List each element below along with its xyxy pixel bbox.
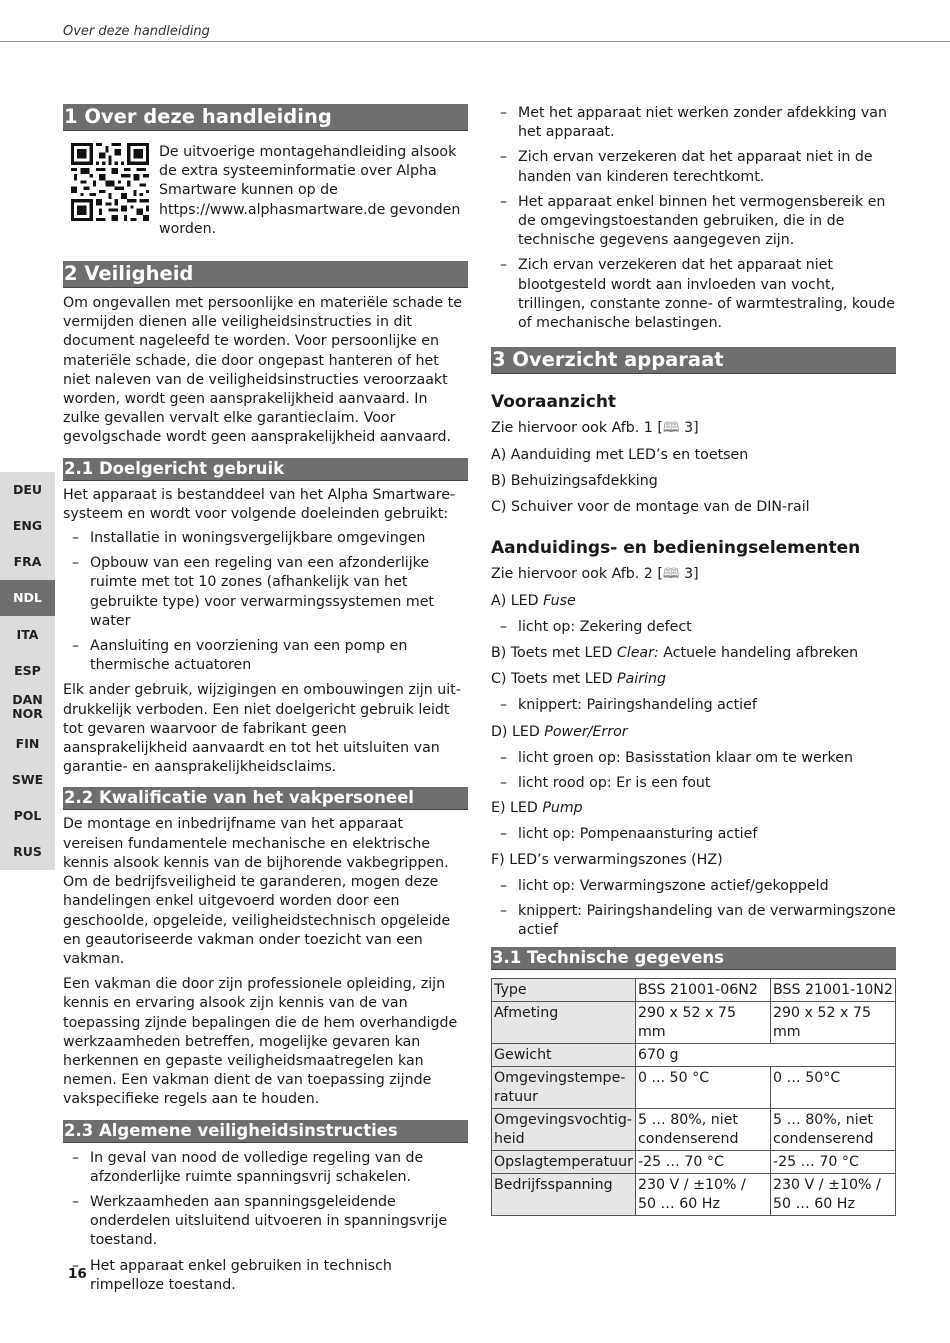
list-item: – knippert: Pairingshandeling actief <box>491 696 896 715</box>
lang-tab-rus[interactable]: RUS <box>13 844 42 859</box>
lang-tab-ita[interactable]: ITA <box>16 627 39 642</box>
front-view-item: A) Aanduiding met LED’s en toetsen <box>491 446 749 463</box>
safety-instructions-list-cont <box>491 104 896 333</box>
qualification-paragraph-2: Een vakman die door zijn professionele opleiding, zijn kennis en ervaring alsook zijn kennis van de van toepassing zijnde bepalingen die de hem overhandigde werkzaamheden betreffen, mogelijke gevaren kan herkennen en gepaste veiligheidsmaatregelen kan nemen. Een vakman dient de van toepassing zijnde vakspecifieke regels aan te houden. <box>63 976 458 1108</box>
lang-tab-fin[interactable]: FIN <box>15 736 40 751</box>
control-item-d-sub <box>491 749 896 793</box>
list-item: – licht groen op: Basisstation klaar om te werken <box>491 749 896 768</box>
lang-tab-deu[interactable]: DEU <box>12 482 43 497</box>
list-item: – knippert: Pairingshandeling van de verwarmingszone actief <box>491 902 896 940</box>
front-view-item: C) Schuiver voor de montage van de DIN-rail <box>491 499 810 516</box>
list-item: – Het apparaat enkel binnen het vermogensbereik en de omgevingstoestanden gebruiken, die in de technische gegevens aangegeven zijn. <box>491 193 896 251</box>
section-2-3-heading: 2.3 Algemene veiligheidsinstructies <box>63 1120 468 1143</box>
section-3-1-heading: 3.1 Technische gegevens <box>491 947 896 970</box>
list-item: – licht op: Zekering defect <box>491 618 896 637</box>
technical-data-table <box>491 978 896 1216</box>
qualification-paragraph-1: De montage en inbedrijfname van het apparaat vereisen fundamentele mechanische en elektrische kennis alsook kennis van de bijhorende vakbegrippen. Om de bedrijfsveiligheid te garanderen, mogen deze handelingen enkel uitgevoerd worden door een geschoolde, opgeleide, veiligheidstechnisch opgeleide en geautoriseerde vakman onder toezicht van een vakman. <box>63 816 451 967</box>
list-item: – Aansluiting en voorziening van een pomp en thermische actuatoren <box>63 637 468 675</box>
qr-description: De uitvoerige montagehandleiding alsook de extra systeeminformatie over Alpha Smartware kunnen op de https://www.alphasmartware.de gevonden worden. <box>159 144 461 237</box>
list-item: – licht op: Pompenaansturing actief <box>491 825 896 844</box>
lang-tab-ndl[interactable]: NDL <box>0 580 55 616</box>
header-rule <box>0 41 950 42</box>
left-column <box>63 104 468 1301</box>
list-item: – Zich ervan verzekeren dat het apparaat niet in de handen van kinderen terechtkomt. <box>491 148 896 186</box>
control-item-a-sub <box>491 618 896 637</box>
section-2-2-heading: 2.2 Kwalificatie van het vakpersoneel <box>63 787 468 810</box>
table-row: Bedrijfsspanning 230 V / ±10% / 50 … 60 Hz 230 V / ±10% / 50 … 60 Hz <box>492 1173 896 1215</box>
intended-use-outro: Elk ander gebruik, wijzigingen en ombouwingen zijn uitdrukkelijk verboden. Een niet doelgericht gebruik leidt tot gevaren waarvoor de fabrikant geen aansprakelijkheid aanvaardt en tot het uitsluiten van garantie- en aansprakelijkheidsclaims. <box>63 682 461 776</box>
table-row: Omgevingstemperatuur 0 ... 50 °C 0 … 50°C <box>492 1066 896 1108</box>
intended-use-list <box>63 529 468 675</box>
safety-instructions-list <box>63 1149 468 1295</box>
section-2-heading: 2 Veiligheid <box>63 261 468 288</box>
qr-block <box>63 143 468 239</box>
front-view-heading: Vooraanzicht <box>491 392 617 413</box>
safety-intro-paragraph: Om ongevallen met persoonlijke en materiële schade te vermijden dienen alle veiligheidsinstructies in dit document nageleefd te worden. Voor persoonlijke en materiële schade, die door ongepast hanteren of het niet naleven van de veiligheidsinstructies veroorzaakt worden, wordt geen aansprakelijkheid aanvaard. In zulke gevallen vervalt elke garantieclaim. Voor gevolgschade wordt geen aansprakelijkheid aanvaard. <box>63 295 462 446</box>
control-item-e-sub <box>491 825 896 844</box>
list-item: – Zich ervan verzekeren dat het apparaat niet blootgesteld wordt aan invloeden van vocht, trillingen, constante zonne- of warmtestraling, koude of mechanische belastingen. <box>491 256 896 333</box>
table-row: Gewicht 670 g <box>492 1043 896 1066</box>
table-row: Type BSS 21001-06N2 BSS 21001-10N2 <box>492 978 896 1001</box>
lang-tab-fra[interactable]: FRA <box>13 554 42 569</box>
control-item-e: E) LED Pump <box>491 800 583 817</box>
running-header: Over deze handleiding <box>63 24 210 39</box>
table-row: Afmeting 290 x 52 x 75 mm 290 x 52 x 75 mm <box>492 1001 896 1043</box>
list-item: – Installatie in woningsvergelijkbare omgevingen <box>63 529 468 548</box>
section-3-heading: 3 Overzicht apparaat <box>491 347 896 374</box>
list-item: – Opbouw van een regeling van een afzonderlijke ruimte met tot 10 zones (afhankelijk van het gebruikte type) voor verwarmingssystemen met water <box>63 554 468 631</box>
section-2-1-heading: 2.1 Doelgericht gebruik <box>63 458 468 481</box>
qr-code-icon[interactable] <box>70 143 150 221</box>
front-view-item: B) Behuizingsafdekking <box>491 472 658 489</box>
control-item-d: D) LED Power/Error <box>491 723 628 740</box>
control-item-f-sub <box>491 877 896 941</box>
list-item: – licht op: Verwarmingszone actief/gekoppeld <box>491 877 896 896</box>
page-number: 16 <box>68 1266 87 1282</box>
table-row: Opslagtemperatuur -25 … 70 °C -25 … 70 °C <box>492 1150 896 1173</box>
control-item-f: F) LED’s verwarmingszones (HZ) <box>491 851 723 868</box>
controls-reference: Zie hiervoor ook Afb. 2 [🕮 3] <box>491 566 699 583</box>
lang-tab-esp[interactable]: ESP <box>14 663 41 678</box>
list-item: – Het apparaat enkel gebruiken in technisch rimpelloze toestand. <box>63 1257 468 1295</box>
front-view-reference: Zie hiervoor ook Afb. 1 [🕮 3] <box>491 420 699 437</box>
control-item-b: B) Toets met LED Clear: Actuele handeling afbreken <box>491 645 859 662</box>
lang-tab-swe[interactable]: SWE <box>11 772 44 787</box>
book-icon: 🕮 <box>662 566 680 583</box>
lang-tab-eng[interactable]: ENG <box>12 518 43 533</box>
list-item: – Met het apparaat niet werken zonder afdekking van het apparaat. <box>491 104 896 142</box>
control-item-c-sub <box>491 696 896 715</box>
intended-use-intro: Het apparaat is bestanddeel van het Alpha Smartware-systeem en wordt voor volgende doeleinden gebruikt: <box>63 486 456 522</box>
right-column <box>491 104 896 1216</box>
list-item: – In geval van nood de volledige regeling van de afzonderlijke ruimte spanningsvrij schakelen. <box>63 1149 468 1187</box>
lang-tab-pol[interactable]: POL <box>13 808 42 823</box>
list-item: – Werkzaamheden aan spanningsgeleidende onderdelen uitsluitend uitvoeren in spanningsvrije toestand. <box>63 1193 468 1251</box>
table-row: Omgevingsvochtigheid 5 … 80%, niet condenserend 5 … 80%, niet condenserend <box>492 1108 896 1150</box>
language-sidebar <box>0 472 55 870</box>
controls-heading: Aanduidings- en bedieningselementen <box>491 538 861 559</box>
book-icon: 🕮 <box>662 420 680 437</box>
control-item-a: A) LED Fuse <box>491 592 576 609</box>
list-item: – licht rood op: Er is een fout <box>491 774 896 793</box>
section-1-heading: 1 Over deze handleiding <box>63 104 468 131</box>
lang-tab-dan-nor[interactable]: DAN NOR <box>12 692 43 721</box>
control-item-c: C) Toets met LED Pairing <box>491 671 666 688</box>
